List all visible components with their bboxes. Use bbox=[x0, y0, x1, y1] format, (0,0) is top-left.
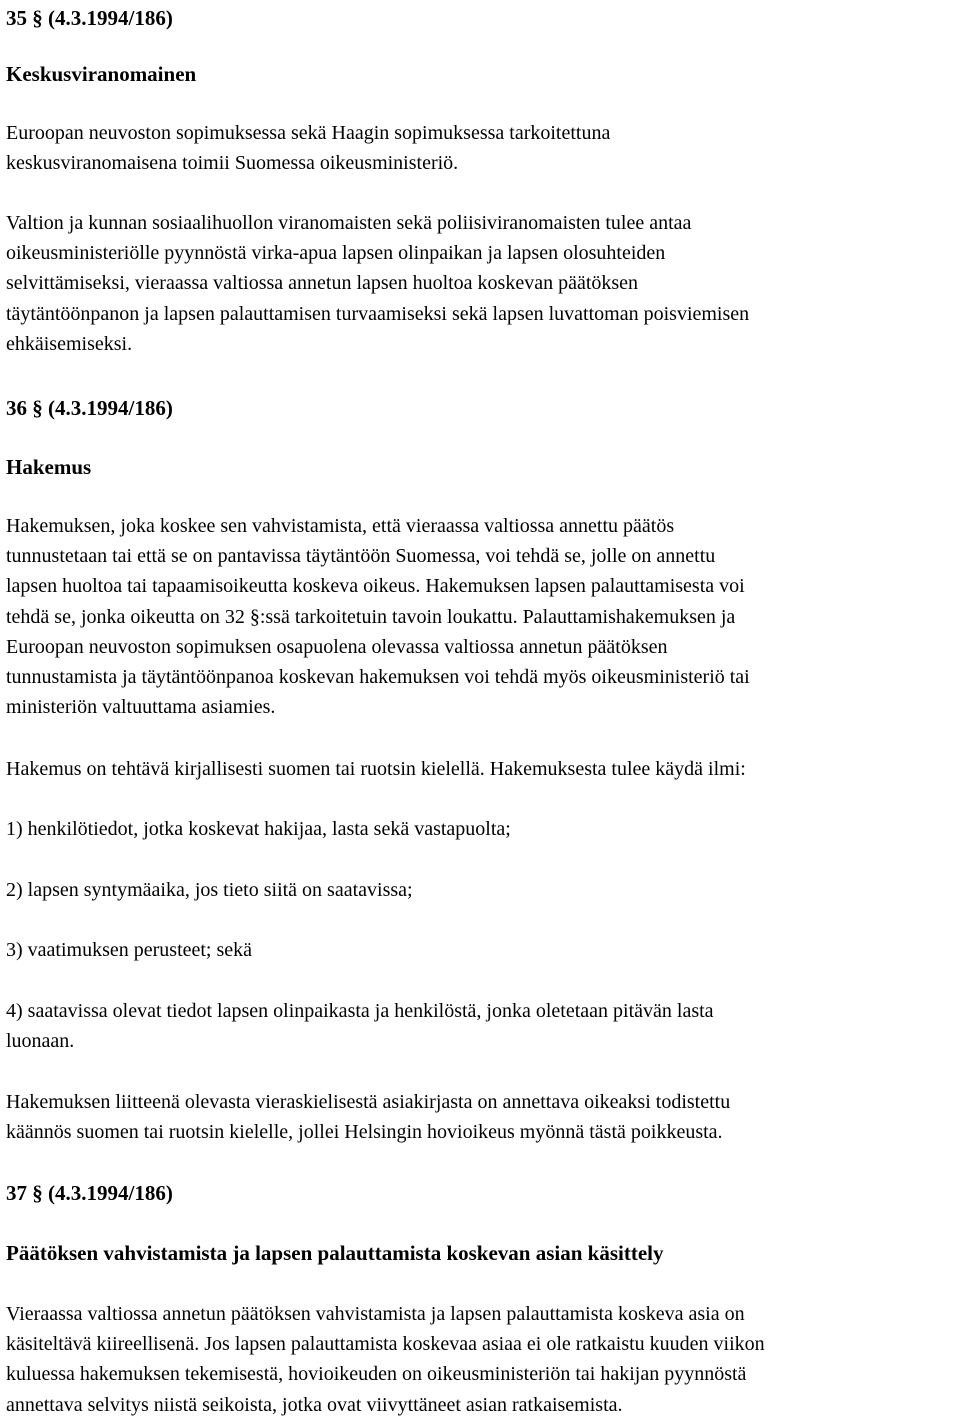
section-heading: Päätöksen vahvistamista ja lapsen palauttamista koskevan asian käsittely bbox=[6, 1241, 664, 1265]
paragraph-line: annettava selvitys niistä seikoista, jotka ovat viivyttäneet asian ratkaisemista. bbox=[6, 1393, 623, 1416]
paragraph bbox=[6, 208, 956, 359]
list-item bbox=[6, 814, 956, 844]
paragraph-line: 4) saatavissa olevat tiedot lapsen olinpaikasta ja henkilöstä, jonka oletetaan pitävän lasta bbox=[6, 1000, 714, 1022]
paragraph-line: 1) henkilötiedot, jotka koskevat hakijaa, lasta sekä vastapuolta; bbox=[6, 818, 511, 840]
paragraph bbox=[6, 511, 956, 722]
paragraph-line: 3) vaatimuksen perusteet; sekä bbox=[6, 939, 253, 961]
section-number: 37 § (4.3.1994/186) bbox=[6, 1181, 173, 1205]
paragraph-line: käsiteltävä kiireellisenä. Jos lapsen palauttamista koskevaa asiaa ei ole ratkaistu kuuden viikon bbox=[6, 1333, 765, 1356]
paragraph-line: 2) lapsen syntymäaika, jos tieto siitä on saatavissa; bbox=[6, 879, 413, 901]
paragraph-line: oikeusministeriölle pyynnöstä virka-apua lapsen olinpaikan ja lapsen olosuhteiden bbox=[6, 242, 666, 265]
list-item bbox=[6, 996, 956, 1056]
paragraph-line: keskusviranomaisena toimii Suomessa oikeusministeriö. bbox=[6, 152, 459, 175]
paragraph bbox=[6, 1299, 956, 1420]
list-item bbox=[6, 935, 956, 965]
paragraph bbox=[6, 118, 956, 178]
section-number: 35 § (4.3.1994/186) bbox=[6, 6, 173, 30]
paragraph-line: Hakemus on tehtävä kirjallisesti suomen tai ruotsin kielellä. Hakemuksesta tulee käydä ilmi: bbox=[6, 758, 746, 780]
paragraph-line: Vieraassa valtiossa annetun päätöksen vahvistamista ja lapsen palauttamista koskeva asia on bbox=[6, 1303, 745, 1325]
paragraph-line: ministeriön valtuuttama asiamies. bbox=[6, 696, 276, 719]
paragraph-line: tunnustamista ja täytäntöönpanoa koskevan hakemuksen voi tehdä myös oikeusministeriö tai bbox=[6, 666, 750, 689]
paragraph-line: käännös suomen tai ruotsin kielelle, jollei Helsingin hovioikeus myönnä tästä poikkeusta. bbox=[6, 1121, 723, 1144]
paragraph-line: Hakemuksen liitteenä olevasta vieraskielisestä asiakirjasta on annettava oikeaksi todistettu bbox=[6, 1091, 731, 1113]
paragraph-line: täytäntöönpanon ja lapsen palauttamisen turvaamiseksi sekä lapsen luvattoman poisviemisen bbox=[6, 302, 750, 325]
list-item bbox=[6, 875, 956, 905]
paragraph-line: selvittämiseksi, vieraassa valtiossa annetun lapsen huoltoa koskevan päätöksen bbox=[6, 272, 639, 295]
paragraph bbox=[6, 1087, 956, 1147]
paragraph-line: Hakemuksen, joka koskee sen vahvistamista, että vieraassa valtiossa annettu päätös bbox=[6, 515, 675, 537]
section-heading: Hakemus bbox=[6, 455, 92, 479]
paragraph-line: kuluessa hakemuksen tekemisestä, hovioikeuden on oikeusministeriön tai hakijan pyynnöstä bbox=[6, 1363, 747, 1386]
paragraph-line: tunnustetaan tai että se on pantavissa täytäntöön Suomessa, voi tehdä se, jolle on annettu bbox=[6, 545, 716, 568]
paragraph-line: tehdä se, jonka oikeutta on 32 §:ssä tarkoitetuin tavoin loukattu. Palauttamishakemuksen ja bbox=[6, 605, 736, 628]
paragraph-line: Valtion ja kunnan sosiaalihuollon viranomaisten sekä poliisiviranomaisten tulee antaa bbox=[6, 212, 692, 234]
paragraph-line: ehkäisemiseksi. bbox=[6, 332, 133, 355]
section-heading: Keskusviranomainen bbox=[6, 62, 197, 86]
paragraph-line: luonaan. bbox=[6, 1030, 75, 1053]
paragraph bbox=[6, 754, 956, 784]
section-number: 36 § (4.3.1994/186) bbox=[6, 396, 173, 420]
paragraph-line: Euroopan neuvoston sopimuksen osapuolena olevassa valtiossa annetun päätöksen bbox=[6, 635, 668, 658]
paragraph-line: lapsen huoltoa tai tapaamisoikeutta koskeva oikeus. Hakemuksen lapsen palauttamisesta voi bbox=[6, 575, 745, 598]
paragraph-line: Euroopan neuvoston sopimuksessa sekä Haagin sopimuksessa tarkoitettuna bbox=[6, 122, 611, 144]
